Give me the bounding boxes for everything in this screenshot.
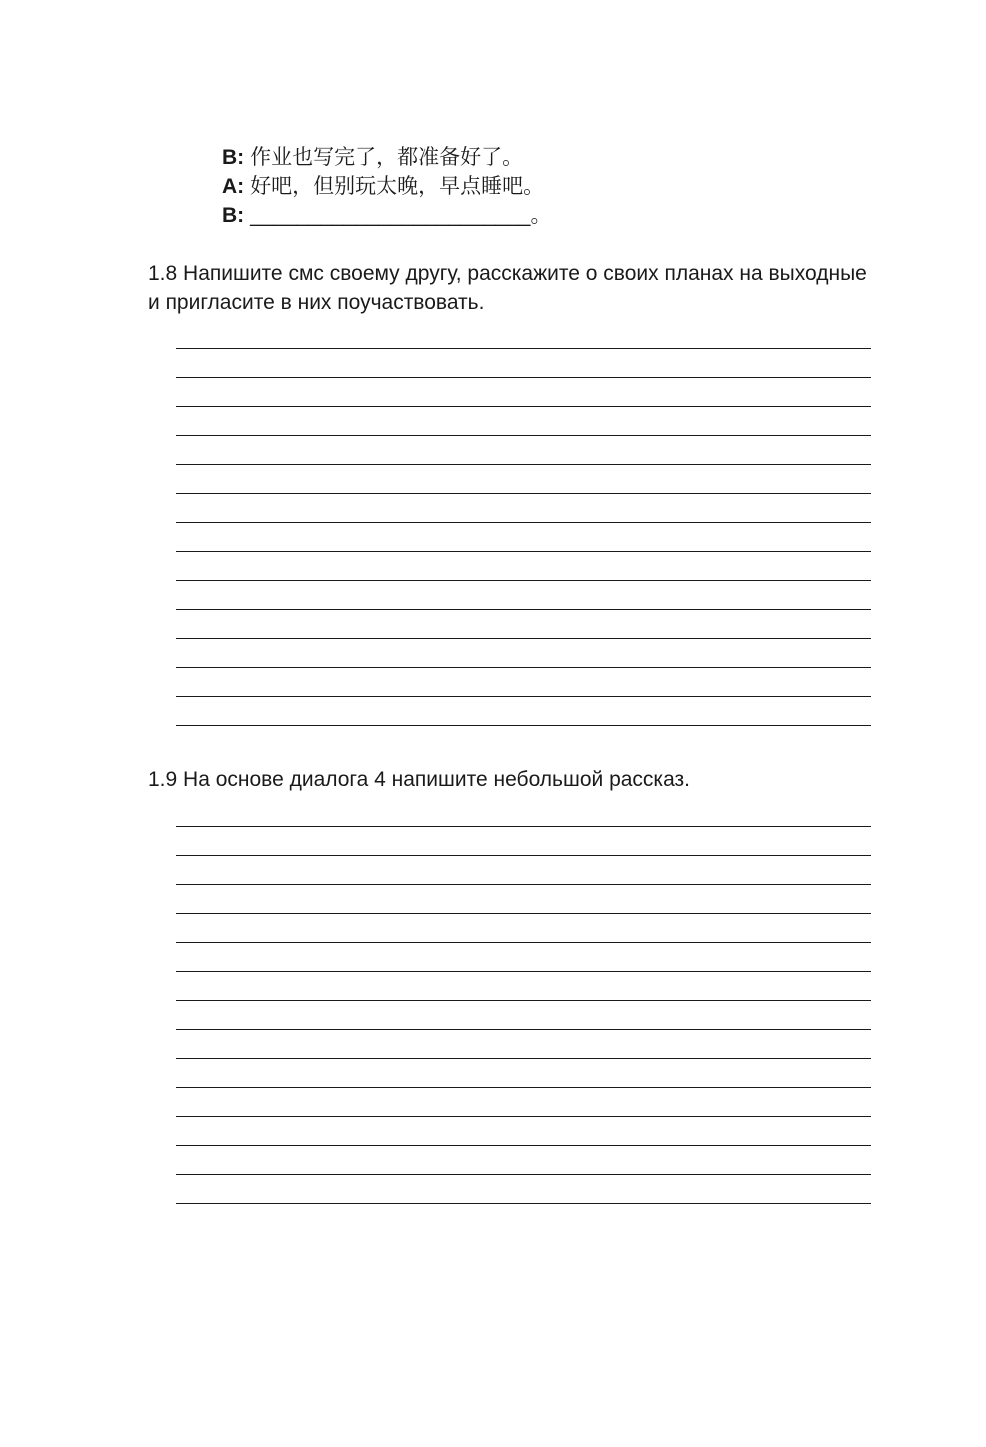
writing-line[interactable]	[176, 1029, 871, 1058]
speaker-label: A:	[222, 175, 245, 198]
writing-line[interactable]	[176, 884, 871, 913]
writing-line[interactable]	[176, 913, 871, 942]
writing-line[interactable]	[176, 1174, 871, 1203]
writing-line[interactable]	[176, 551, 871, 580]
writing-line[interactable]	[176, 522, 871, 551]
writing-line[interactable]	[176, 667, 871, 696]
dialog-line	[222, 201, 551, 230]
writing-line[interactable]	[176, 609, 871, 638]
writing-line[interactable]	[176, 1145, 871, 1174]
writing-line[interactable]	[176, 1203, 871, 1232]
writing-line[interactable]	[176, 580, 871, 609]
writing-line[interactable]	[176, 435, 871, 464]
writing-line[interactable]	[176, 855, 871, 884]
dialog-text: 好吧，但别玩太晚，早点睡吧。	[250, 175, 545, 198]
dialog-line	[222, 172, 551, 201]
task-1-8-answer-lines[interactable]	[176, 348, 871, 754]
writing-line[interactable]	[176, 971, 871, 1000]
dialog-excerpt	[222, 143, 551, 230]
writing-line[interactable]	[176, 826, 871, 855]
writing-line[interactable]	[176, 1058, 871, 1087]
writing-line[interactable]	[176, 1000, 871, 1029]
writing-line[interactable]	[176, 1116, 871, 1145]
writing-line[interactable]	[176, 348, 871, 377]
speaker-label: B:	[222, 146, 245, 169]
dialog-line	[222, 143, 551, 172]
writing-line[interactable]	[176, 725, 871, 754]
writing-line[interactable]	[176, 1087, 871, 1116]
dialog-text: 作业也写完了，都准备好了。	[250, 146, 524, 169]
writing-line[interactable]	[176, 464, 871, 493]
writing-line[interactable]	[176, 942, 871, 971]
task-1-9-prompt: 1.9 На основе диалога 4 напишите небольшой рассказ.	[148, 768, 690, 791]
writing-line[interactable]	[176, 377, 871, 406]
dialog-answer-blank[interactable]: ________________________。	[250, 204, 552, 227]
writing-line[interactable]	[176, 638, 871, 667]
writing-line[interactable]	[176, 696, 871, 725]
task-1-9-answer-lines[interactable]	[176, 826, 871, 1232]
writing-line[interactable]	[176, 406, 871, 435]
speaker-label: B:	[222, 204, 245, 227]
writing-line[interactable]	[176, 493, 871, 522]
task-1-8-prompt: 1.8 Напишите смс своему другу, расскажите о своих планах на выходные и пригласите в них поучаствовать.	[148, 262, 867, 314]
